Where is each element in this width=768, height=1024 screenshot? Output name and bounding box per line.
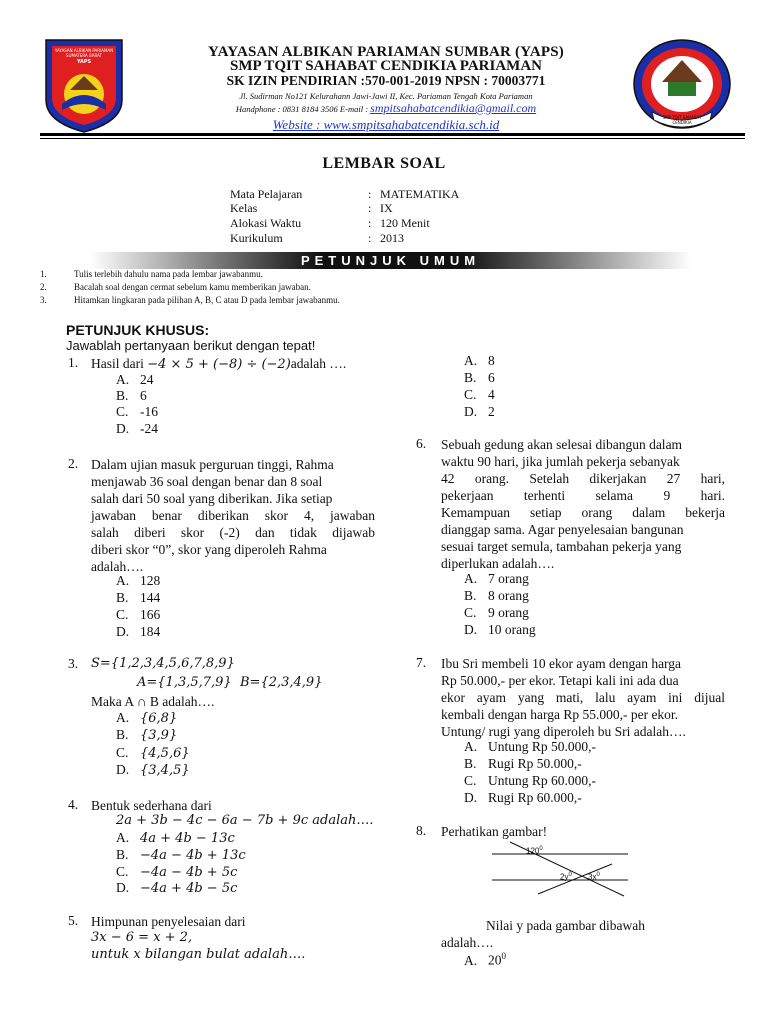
- q6-line: Sebuah gedung akan selesai dibangun dalam: [441, 437, 683, 452]
- logo-right: [632, 38, 732, 130]
- address-line: Jl. Sudirman No121 Kelurahann Jawi-Jawi II, Kec. Pariaman Tengah Kota Pariaman: [239, 91, 533, 101]
- q6-line: 42 orang. Setelah dikerjakan 27 hari,: [441, 471, 725, 486]
- q5-intro: Himpunan penyelesaian dari: [91, 914, 246, 929]
- meta-row-time: Alokasi Waktu : 120 Menit: [230, 216, 430, 230]
- q2-line: menjawab 36 soal dengan benar dan 8 soal: [91, 474, 323, 489]
- q8-question-1: Nilai y pada gambar dibawah: [486, 918, 645, 933]
- q8-option-a[interactable]: A. $20^0$: [464, 951, 506, 968]
- phone-text: Handphone : 0831 8184 3506 E-mail :: [235, 104, 371, 114]
- email-link[interactable]: smpitsahabatcendikia@gmail.com: [370, 101, 537, 115]
- meta-row-class: Kelas : IX: [230, 201, 393, 215]
- q4-option-c[interactable]: C. −4a − 4b + 5c: [116, 864, 238, 880]
- q8-angle-2y: $2y^0$: [560, 872, 572, 882]
- q3-set-a: A={1,3,5,7,9}: [137, 675, 232, 690]
- logo-left-text-3: YAPS: [76, 59, 92, 65]
- q6-line: dianggap sama. Agar penyelesaian bangunan: [441, 522, 684, 537]
- q6-option-c[interactable]: C. 9 orang: [464, 605, 529, 620]
- meta-key: Mata Pelajaran: [230, 187, 303, 201]
- contact-line: [200, 101, 572, 116]
- q7-option-d[interactable]: D. Rugi Rp 60.000,-: [464, 790, 582, 805]
- logo-left: [44, 38, 124, 134]
- q2-option-a[interactable]: A. 128: [116, 573, 161, 588]
- meta-key: Kurikulum: [230, 231, 283, 245]
- q7-option-a[interactable]: A. Untung Rp 50.000,-: [464, 739, 596, 754]
- general-item: 3. Hitamkan lingkaran pada pilihan A, B, C atau D pada lembar jawabanmu.: [40, 295, 340, 305]
- meta-value: MATEMATIKA: [380, 187, 460, 201]
- logo-left-text-2: SUMATERA BARAT: [66, 53, 102, 58]
- special-instruction: Jawablah pertanyaan berikut dengan tepat!: [66, 338, 316, 353]
- meta-row-subject: Mata Pelajaran : MATEMATIKA: [230, 187, 460, 201]
- meta-value: IX: [380, 201, 393, 215]
- q5-equation: 3x − 6 = x + 2,: [91, 930, 193, 945]
- q8-angle-120: $120^0$: [526, 846, 543, 856]
- q1-option-a[interactable]: A. 24: [116, 372, 154, 387]
- q7-line: Ibu Sri membeli 10 ekor ayam dengan harga: [441, 656, 682, 671]
- intersecting-lines-figure-icon: [488, 840, 632, 898]
- meta-key: Alokasi Waktu: [230, 216, 302, 230]
- website-link[interactable]: Website : www.smpitsahabatcendikia.sch.id: [272, 117, 500, 132]
- q3-set-s: S={1,2,3,4,5,6,7,8,9}: [91, 656, 235, 671]
- general-item: 1. Tulis terlebih dahulu nama pada lembar jawabanmu.: [40, 269, 263, 279]
- general-item: 2. Bacalah soal dengan cermat sebelum kamu memberikan jawaban.: [40, 282, 311, 292]
- school-name: SMP TQIT SAHABAT CENDIKIA PARIAMAN: [230, 58, 542, 74]
- q3-question: Maka A ∩ B adalah….: [91, 694, 215, 709]
- q1-number: 1.: [68, 355, 79, 370]
- q2-line: Dalam ujian masuk perguruan tinggi, Rahma: [91, 457, 334, 472]
- q5-number: 5.: [68, 913, 79, 928]
- q6-option-d[interactable]: D. 10 orang: [464, 622, 536, 637]
- q5-condition: untuk x bilangan bulat adalah….: [91, 947, 306, 962]
- q6-line: waktu 90 hari, jika jumlah pekerja sebanyak: [441, 454, 680, 469]
- q8-number: 8.: [416, 823, 427, 838]
- special-heading: PETUNJUK KHUSUS:: [66, 322, 210, 338]
- meta-value: 2013: [380, 231, 404, 245]
- meta-row-curriculum: Kurikulum : 2013: [230, 231, 404, 245]
- q7-option-b[interactable]: B. Rugi Rp 50.000,-: [464, 756, 582, 771]
- q6-option-a[interactable]: A. 7 orang: [464, 571, 529, 586]
- general-heading: PETUNJUK UMUM: [300, 253, 481, 268]
- q8-figure: [488, 840, 632, 898]
- q7-number: 7.: [416, 655, 427, 670]
- q3-number: 3.: [68, 656, 79, 671]
- q3-set-b: B={2,3,4,9}: [240, 675, 323, 690]
- q6-line: diperlukan adalah….: [441, 556, 555, 571]
- q2-line: jawaban benar diberikan skor 4, jawaban: [91, 508, 375, 523]
- q4-intro: Bentuk sederhana dari: [91, 798, 212, 813]
- q2-number: 2.: [68, 456, 79, 471]
- q6-number: 6.: [416, 436, 427, 451]
- permit-line: SK IZIN PENDIRIAN :570-001-2019 NPSN : 70003771: [226, 73, 546, 88]
- q8-angle-3x: $3x^0$: [588, 872, 600, 882]
- q2-line: salah dari 50 soal yang diberikan. Jika setiap: [91, 491, 333, 506]
- q3-option-c[interactable]: C. {4,5,6}: [116, 745, 190, 761]
- q7-line: ekor ayam yang mati, lalu ayam ini dijual: [441, 690, 725, 705]
- q5-option-a[interactable]: A. 8: [464, 353, 495, 368]
- header-rule-thick: [40, 133, 745, 136]
- q1-option-d[interactable]: D. -24: [116, 421, 158, 436]
- q2-option-b[interactable]: B. 144: [116, 590, 161, 605]
- q4-number: 4.: [68, 797, 79, 812]
- foundation-name: YAYASAN ALBIKAN PARIAMAN SUMBAR (YAPS): [208, 44, 564, 60]
- q2-option-d[interactable]: D. 184: [116, 624, 161, 639]
- q3-option-a[interactable]: A. {6,8}: [116, 710, 178, 726]
- q4-expression: 2a + 3b − 4c − 6a − 7b + 9c adalah….: [116, 813, 374, 828]
- q6-line: sesuai target semula, tambahan pekerja yang: [441, 539, 682, 554]
- q5-option-d[interactable]: D. 2: [464, 404, 495, 419]
- q7-line: Untung/ rugi yang diperoleh bu Sri adalah….: [441, 724, 686, 739]
- q3-option-d[interactable]: D. {3,4,5}: [116, 762, 190, 778]
- q6-line: pekerjaan terhenti selama 9 hari.: [441, 488, 725, 503]
- q3-option-b[interactable]: B. {3,9}: [116, 727, 178, 743]
- q6-option-b[interactable]: B. 8 orang: [464, 588, 529, 603]
- q2-option-c[interactable]: C. 166: [116, 607, 161, 622]
- q7-option-c[interactable]: C. Untung Rp 60.000,-: [464, 773, 596, 788]
- header-rule-thin: [40, 138, 745, 139]
- q2-line: adalah….: [91, 559, 144, 574]
- q8-intro: Perhatikan gambar!: [441, 824, 548, 839]
- q5-option-c[interactable]: C. 4: [464, 387, 495, 402]
- q2-line: diberi skor “0”, skor yang diperoleh Rahma: [91, 542, 327, 557]
- q6-line: Kemampuan setiap orang dalam bekerja: [441, 505, 725, 520]
- q4-option-a[interactable]: A. 4a + 4b − 13c: [116, 830, 235, 846]
- q5-option-b[interactable]: B. 6: [464, 370, 495, 385]
- q7-line: kembali dengan harga Rp 55.000,- per ekor.: [441, 707, 679, 722]
- q2-line: salah diberi skor (-2) dan tidak dijawab: [91, 525, 375, 540]
- q7-line: Rp 50.000,- per ekor. Tetapi kali ini ada dua: [441, 673, 679, 688]
- q4-option-b[interactable]: B. −4a − 4b + 13c: [116, 847, 246, 863]
- meta-key: Kelas: [230, 201, 258, 215]
- logo-left-text-1: YAYASAN ALBIKAN PARIAMAN: [54, 48, 114, 53]
- page-title: LEMBAR SOAL: [322, 155, 446, 172]
- q4-option-d[interactable]: D. −4a + 4b − 5c: [116, 880, 238, 896]
- q1-option-c[interactable]: C. -16: [116, 404, 158, 419]
- q1-option-b[interactable]: B. 6: [116, 388, 147, 403]
- q1-text: Hasil dari −4 × 5 + (−8) ÷ (−2)adalah ….: [91, 356, 347, 372]
- meta-value: 120 Menit: [380, 216, 430, 230]
- logo-right-text: SMP TQIT SAHABAT CENDIKIA: [662, 115, 702, 125]
- q8-question-2: adalah….: [441, 935, 494, 950]
